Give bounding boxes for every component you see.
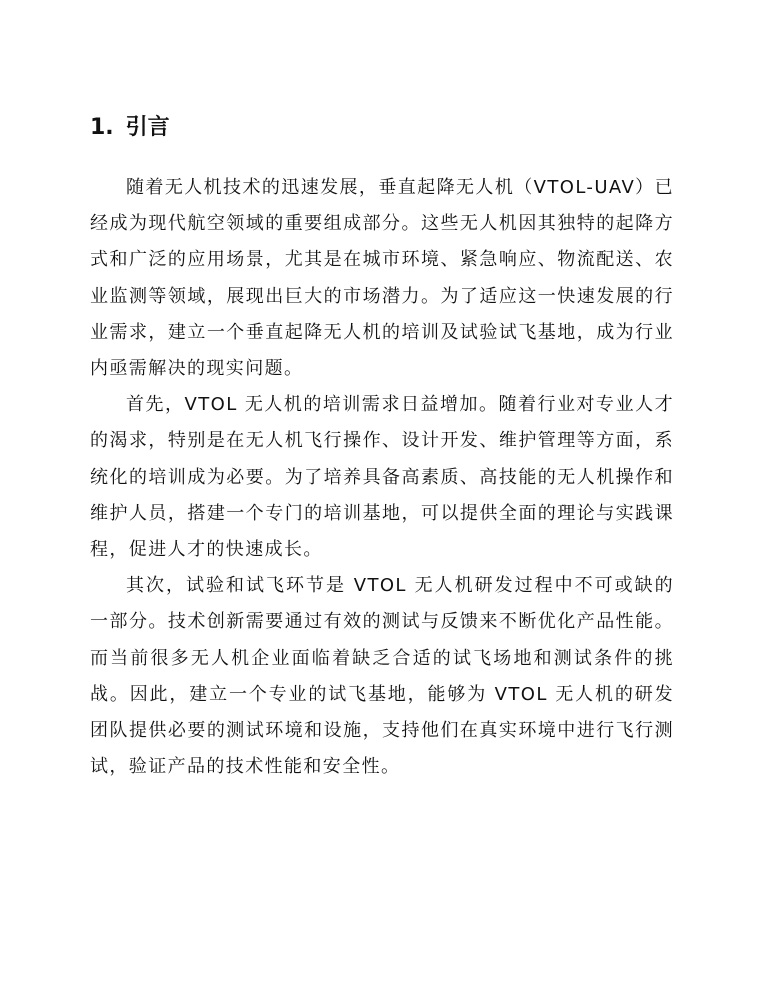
section-title: 引言 — [125, 115, 170, 140]
body-text — [90, 170, 674, 785]
paragraph-intro: 随着无人机技术的迅速发展，垂直起降无人机（VTOL-UAV）已经成为现代航空领域的重要组成部分。这些无人机因其独特的起降方式和广泛的应用场景，尤其是在城市环境、紧急响应、物流配送、农业监测等领域，展现出巨大的市场潜力。为了适应这一快速发展的行业需求，建立一个垂直起降无人机的培训及试验试飞基地，成为行业内亟需解决的现实问题。 — [90, 177, 674, 380]
paragraph-training-demand: 首先，VTOL 无人机的培训需求日益增加。随着行业对专业人才的渴求，特别是在无人机飞行操作、设计开发、维护管理等方面，系统化的培训成为必要。为了培养具备高素质、高技能的无人机操作和维护人员，搭建一个专门的培训基地，可以提供全面的理论与实践课程，促进人才的快速成长。 — [90, 394, 674, 561]
section-number: 1. — [90, 115, 114, 140]
section-heading — [90, 108, 170, 148]
paragraph-flight-testing: 其次，试验和试飞环节是 VTOL 无人机研发过程中不可或缺的一部分。技术创新需要通过有效的测试与反馈来不断优化产品性能。而当前很多无人机企业面临着缺乏合适的试飞场地和测试条件的挑战。因此，建立一个专业的试飞基地，能够为 VTOL 无人机的研发团队提供必要的测试环境和设施，支持他们在真实环境中进行飞行测试，验证产品的技术性能和安全性。 — [90, 575, 674, 778]
